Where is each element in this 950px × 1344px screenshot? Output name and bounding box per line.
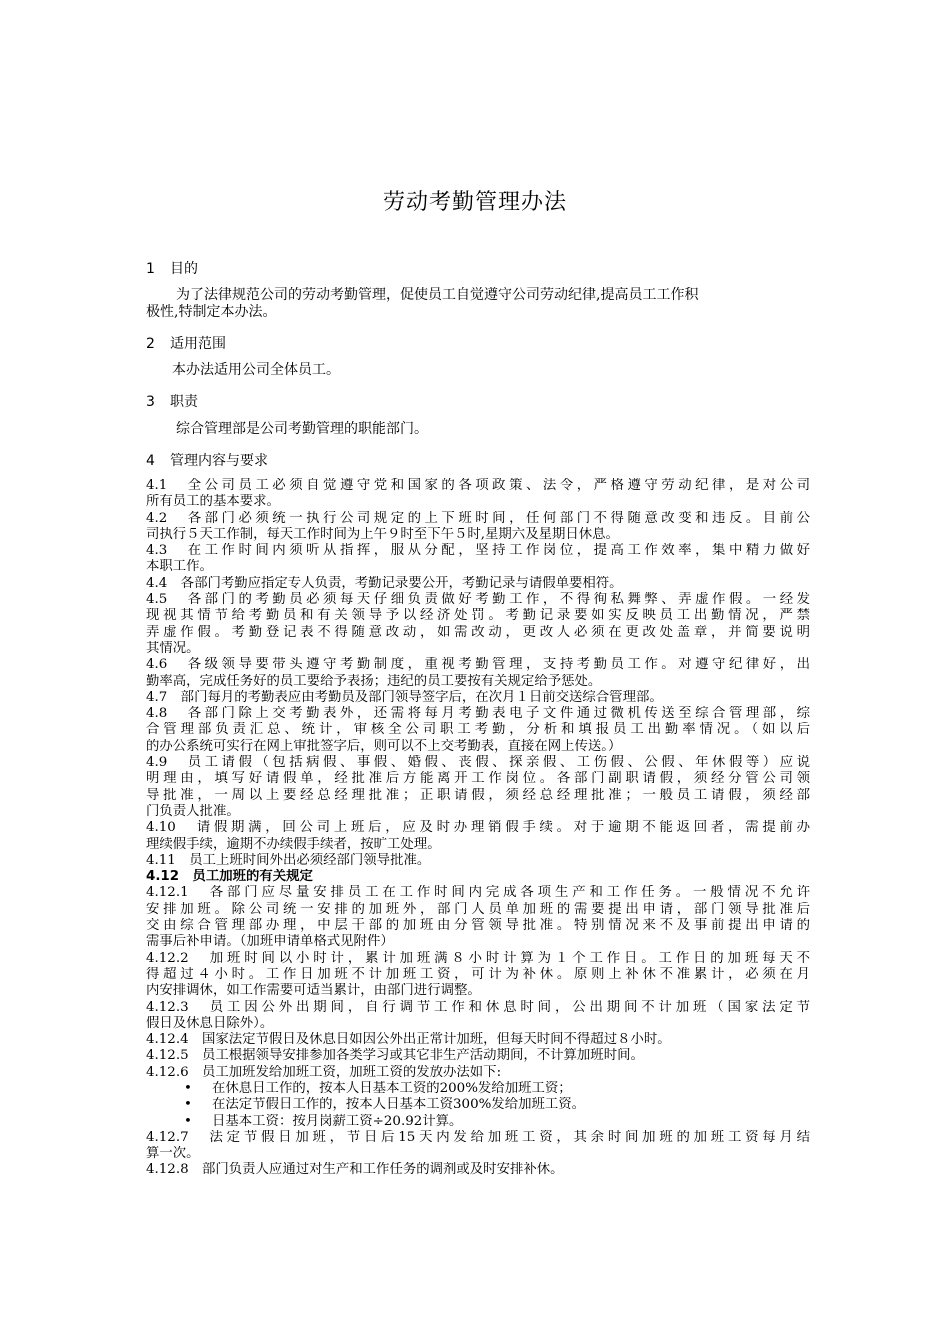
clause-line: 4.12.1 各部门应尽量安排员工在工作时间内完成各项生产和工作任务。一般情况不允许 <box>146 885 810 901</box>
section-heading-duty <box>146 391 198 411</box>
clause-line: 4.8 各部门除上交考勤表外，还需将每月考勤表电子文件通过微机传送至综合管理部，综 <box>146 706 810 722</box>
clause-line: 交由综合管理部办理，中层干部的加班由分管领导批准。特别情况来不及事前提出申请的 <box>146 918 810 934</box>
section-heading-purpose <box>146 258 198 278</box>
clause-line: 合管理部负责汇总、统计，审核全公司职工考勤，分析和填报员工出勤率情况。（如以后 <box>146 722 810 738</box>
clause-line: 4.12.4 国家法定节假日及休息日如因公外出正常计加班，但每天时间不得超过８小时。 <box>146 1032 671 1048</box>
clause-line: 4.11 员工上班时间外出必须经部门领导批准。 <box>146 852 431 868</box>
clause-line: 4.5 各部门的考勤员必须每天仔细负责做好考勤工作，不得徇私舞弊、弄虚作假。一经发 <box>146 592 810 608</box>
subsection-heading: 4.12 员工加班的有关规定 <box>146 869 313 885</box>
clause-line: 明理由，填写好请假单，经批准后方能离开工作岗位。各部门副职请假，须经分管公司领 <box>146 771 810 787</box>
section-heading-content <box>146 450 268 470</box>
duty-paragraph: 综合管理部是公司考勤管理的职能部门。 <box>176 421 428 437</box>
scope-paragraph: 本办法适用公司全体员工。 <box>172 362 340 378</box>
clause-line: 现视其情节给考勤员和有关领导予以经济处罚。考勤记录要如实反映员工出勤情况，严禁 <box>146 608 810 624</box>
section-heading-scope <box>146 333 226 353</box>
section-title: 目的 <box>170 261 198 277</box>
section-title: 管理内容与要求 <box>170 453 268 469</box>
bullet-item <box>146 1081 810 1097</box>
clause-line: 4.9 员工请假（包括病假、事假、婚假、丧假、探亲假、工伤假、公假、年休假等）应说 <box>146 755 810 771</box>
section-number: 1 <box>146 261 155 277</box>
clause-line: 导批准，一周以上要经总经理批准；正职请假，须经总经理批准；一般员工请假，须经部 <box>146 787 810 803</box>
clause-line: 4.7 部门每月的考勤表应由考勤员及部门领导签字后，在次月１日前交送综合管理部。 <box>146 689 663 705</box>
clause-line: 得超过４小时。工作日加班不计加班工资，可计为补休。原则上补休不准累计，必须在月 <box>146 966 810 982</box>
clause-line: 门负责人批准。 <box>146 803 240 819</box>
clause-line: 4.12.8 部门负责人应通过对生产和工作任务的调剂或及时安排补休。 <box>146 1162 564 1178</box>
clause-line: 4.3 在工作时间内须听从指挥，服从分配，坚持工作岗位，提高工作效率，集中精力做好 <box>146 543 810 559</box>
section-number: 2 <box>146 336 155 352</box>
bullet-icon: • <box>184 1113 192 1129</box>
clause-line: 假日及休息日除外）。 <box>146 1015 274 1031</box>
section-number: 3 <box>146 394 155 410</box>
bullet-item <box>146 1097 810 1113</box>
clause-line: 勤率高，完成任务好的员工要给予表扬；违纪的员工要按有关规定给予惩处。 <box>146 673 602 689</box>
clause-line: 4.12.3 员工因公外出期间，自行调节工作和休息时间，公出期间不计加班（国家法定节 <box>146 999 810 1015</box>
clause-line: 本职工作。 <box>146 559 213 575</box>
clause-line: 其情况。 <box>146 640 200 656</box>
purpose-paragraph <box>146 287 810 321</box>
clause-line: 4.12.5 员工根据领导安排参加各类学习或其它非生产活动期间，不计算加班时间。 <box>146 1048 644 1064</box>
bullet-item <box>146 1114 810 1130</box>
bullet-icon: • <box>184 1097 192 1113</box>
clause-line: 4.12.7 法定节假日加班，节日后15天内发给加班工资，其余时间加班的加班工资每月结 <box>146 1129 810 1145</box>
section-title: 适用范围 <box>170 336 226 352</box>
clause-line: 安排加班。除公司统一安排的加班外，部门人员单加班的需要提出申请，部门领导批准后 <box>146 901 810 917</box>
bullet-text: 在法定节假日工作的，按本人日基本工资300%发给加班工资。 <box>212 1097 586 1113</box>
clause-line: 4.12.2 加班时间以小时计，累计加班满８小时计算为１个工作日。工作日的加班每天不 <box>146 950 810 966</box>
section-number: 4 <box>146 453 155 469</box>
bullet-icon: • <box>184 1080 192 1096</box>
clause-line: 4.12.6 员工加班发给加班工资，加班工资的发放办法如下: <box>146 1064 502 1080</box>
clause-line: 弄虚作假。考勤登记表不得随意改动，如需改动，更改人必须在更改处盖章，并简要说明 <box>146 624 810 640</box>
bullet-text: 在休息日工作的，按本人日基本工资的200%发给加班工资； <box>212 1080 572 1096</box>
section-title: 职责 <box>170 394 198 410</box>
clause-line: 司执行５天工作制，每天工作时间为上午９时至下午５时,星期六及星期日休息。 <box>146 526 619 542</box>
clause-line: 算一次。 <box>146 1146 200 1162</box>
content-clauses <box>146 478 810 1179</box>
paragraph-line: 极性,特制定本办法。 <box>146 304 277 320</box>
document-title: 劳动考勤管理办法 <box>382 190 567 215</box>
clause-line: 内安排调休，如工作需要可适当累计，由部门进行调整。 <box>146 983 481 999</box>
clause-line: 4.4 各部门考勤应指定专人负责，考勤记录要公开，考勤记录与请假单要相符。 <box>146 575 623 591</box>
clause-line: 的办公系统可实行在网上审批签字后，则可以不上交考勤表，直接在网上传送。） <box>146 738 622 754</box>
clause-line: 4.2 各部门必须统一执行公司规定的上下班时间，任何部门不得随意改变和违反。目前公 <box>146 510 810 526</box>
clause-line: 需事后补申请。（加班申请单格式见附件） <box>146 934 394 950</box>
bullet-text: 日基本工资：按月岗薪工资÷20.92计算。 <box>212 1113 463 1129</box>
clause-line: 4.6 各级领导要带头遵守考勤制度，重视考勤管理，支持考勤员工作。对遵守纪律好，出 <box>146 657 810 673</box>
clause-line: 4.1 全公司员工必须自觉遵守党和国家的各项政策、法令，严格遵守劳动纪律，是对公司 <box>146 478 810 493</box>
paragraph-line: 为了法律规范公司的劳动考勤管理，促使员工自觉遵守公司劳动纪律,提高员工工作积 <box>176 287 699 303</box>
clause-line: 所有员工的基本要求。 <box>146 494 280 510</box>
clause-line: 理续假手续，逾期不办续假手续者，按旷工处理。 <box>146 836 441 852</box>
clause-line: 4.10 请假期满，回公司上班后，应及时办理销假手续。对于逾期不能返回者，需提前办 <box>146 820 810 836</box>
